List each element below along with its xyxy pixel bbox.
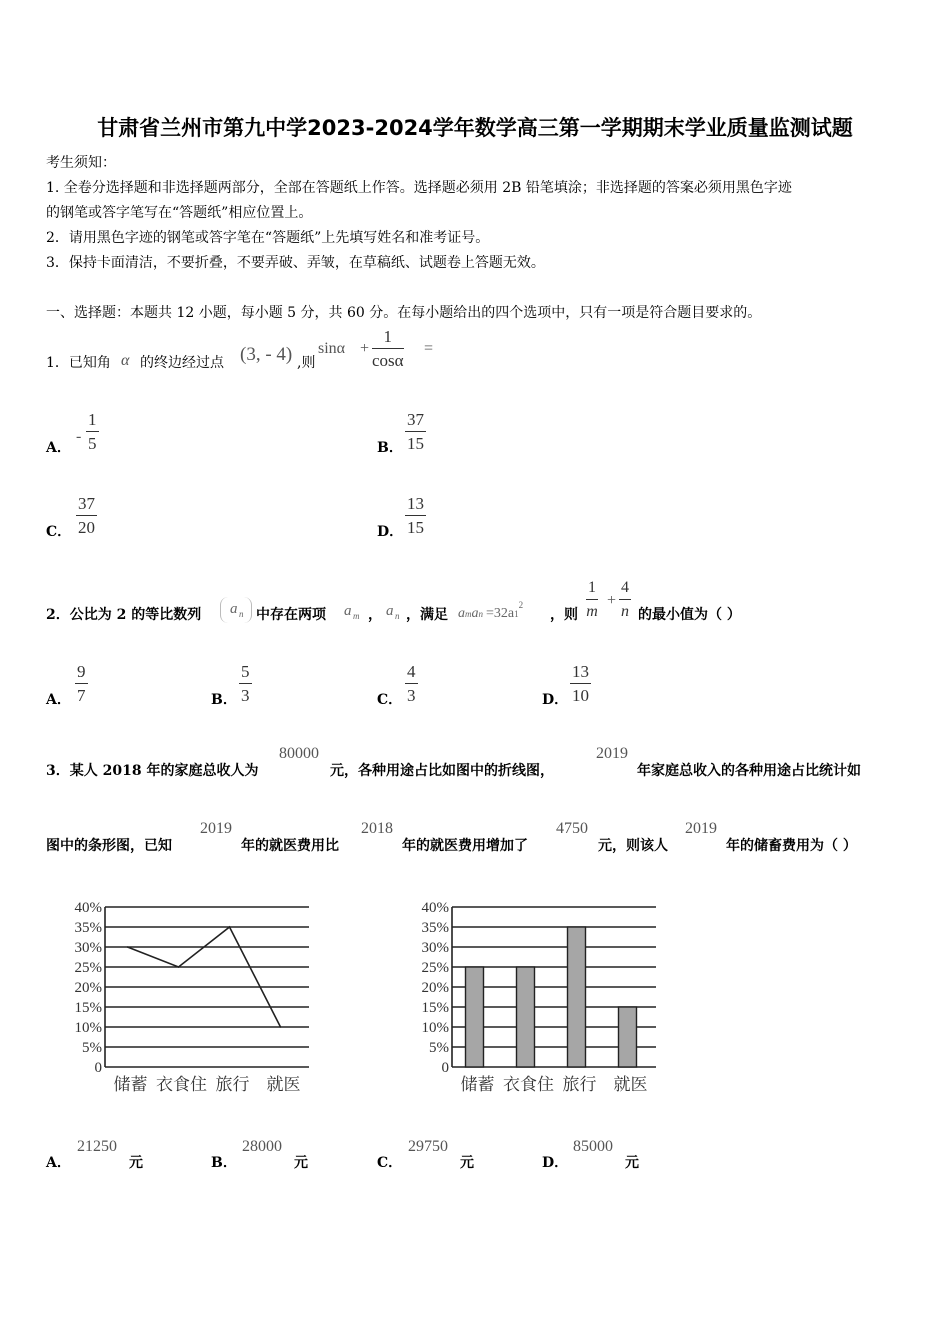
bar-chart-ytick-label: 30% <box>421 940 449 956</box>
q3-value-2018: 2018 <box>361 820 393 837</box>
line-chart-ytick-label: 40% <box>74 900 102 916</box>
bar-chart-ytick-label: 40% <box>421 900 449 916</box>
bar-chart-ytick-label: 15% <box>421 1000 449 1016</box>
q3-line1-b: 元，各种用途占比如图中的折线图， <box>330 763 554 779</box>
q2-am-sub: m <box>353 611 360 621</box>
q3-option-a-label[interactable]: A． <box>46 1155 71 1171</box>
q1-option-b-value <box>405 409 426 456</box>
bar-chart-ytick-label: 20% <box>421 980 449 996</box>
q2-option-a-label[interactable]: A． <box>46 692 71 708</box>
q2-comma: ， <box>368 607 382 623</box>
q2-text-b: 中存在两项 <box>256 607 326 623</box>
q3-line2-d: 元，则该人 <box>598 838 668 854</box>
page-title: 甘肃省兰州市第九中学2023-2024学年数学高三第一学期期末学业质量监测试题 <box>97 116 853 140</box>
q2-cond-m: m <box>465 609 472 619</box>
q1-option-a-label[interactable]: A． <box>46 440 71 456</box>
q1-option-a-value <box>86 409 99 456</box>
notice-line-1b: 的钢笔或答字笔写在“答题纸”相应位置上。 <box>46 205 313 221</box>
q3-option-c-label[interactable]: C． <box>377 1155 403 1171</box>
q1-option-c-label[interactable]: C． <box>46 524 72 540</box>
line-chart-ytick-label: 35% <box>74 920 102 936</box>
q2-fraction-1 <box>586 577 598 624</box>
line-chart-point <box>127 946 129 948</box>
bar-chart-bar <box>619 1007 637 1067</box>
bar-chart-xtick-label: 旅行 <box>562 1075 597 1094</box>
q1-sin: sinα <box>318 340 346 357</box>
q2-cond-sub1: 1 <box>514 609 519 619</box>
q2-option-b-value <box>239 661 252 708</box>
line-chart-xtick-label: 就医 <box>266 1075 301 1094</box>
bar-chart-xtick-label: 衣食住 <box>503 1075 554 1094</box>
q1-equals: = <box>424 340 434 357</box>
q2-sequence-braces <box>220 597 252 623</box>
q1-option-b-num: 37 <box>405 409 426 432</box>
q2-cond-a1: a <box>458 606 465 621</box>
q3-option-b-value: 28000 <box>242 1138 282 1155</box>
q3-value-2019-a: 2019 <box>596 745 628 762</box>
bar-chart-ytick-label: 25% <box>421 960 449 976</box>
q2-f2-num: 4 <box>619 577 631 600</box>
q1-option-d-value <box>405 493 426 540</box>
q1-point: (3, - 4) <box>240 344 293 365</box>
q3-option-b-label[interactable]: B． <box>211 1155 237 1171</box>
bar-chart-ytick-label: 5% <box>429 1040 449 1056</box>
line-chart-point <box>229 926 231 928</box>
notice-line-1a: 1. 全卷分选择题和非选择题两部分，全部在答题纸上作答。选择题必须用 2B 铅笔填涂；非选择题的答案必须用黑色字迹 <box>46 180 792 196</box>
bar-chart <box>402 895 672 1100</box>
line-chart-point <box>178 966 180 968</box>
q1-option-c-den: 20 <box>78 518 95 537</box>
line-chart-ytick-label: 25% <box>74 960 102 976</box>
q3-line2-a: 图中的条形图，已知 <box>46 838 172 854</box>
q1-text-c: ,则 <box>297 355 316 371</box>
q3-line2-b: 年的就医费用比 <box>241 838 339 854</box>
q2-f2-den: n <box>621 603 629 620</box>
bar-chart-bar <box>568 927 586 1067</box>
q1-option-a-den: 5 <box>88 434 97 453</box>
bar-chart-xtick-label: 就医 <box>613 1075 648 1094</box>
bar-chart-bar <box>466 967 484 1067</box>
q2-option-c-value <box>405 661 418 708</box>
line-chart-point <box>280 1026 282 1028</box>
q2-cond-rhs: =32a <box>486 606 515 621</box>
q3-option-d-value: 85000 <box>573 1138 613 1155</box>
q1-option-d-den: 15 <box>407 518 424 537</box>
line-chart-ytick-label: 15% <box>74 1000 102 1016</box>
q1-option-b-label[interactable]: B． <box>377 440 403 456</box>
line-chart-xtick-label: 衣食住 <box>156 1075 207 1094</box>
q1-option-c-value <box>76 493 97 540</box>
bar-chart-ytick-label: 35% <box>421 920 449 936</box>
q3-value-2019-c: 2019 <box>685 820 717 837</box>
q1-option-b-den: 15 <box>407 434 424 453</box>
notice-line-3: 3．保持卡面清洁，不要折叠，不要弄破、弄皱，在草稿纸、试题卷上答题无效。 <box>46 255 545 271</box>
q1-fraction <box>372 326 404 373</box>
q3-value-4750: 4750 <box>556 820 588 837</box>
q2-condition <box>458 602 523 622</box>
q2-option-d-den: 10 <box>572 686 589 705</box>
q2-option-a-num: 9 <box>75 661 88 684</box>
q2-cond-a2: a <box>471 606 479 621</box>
bar-chart-ytick-label: 0 <box>441 1060 449 1076</box>
q2-plus: + <box>607 592 617 609</box>
q1-option-a-num: 1 <box>86 409 99 432</box>
line-chart-ytick-label: 30% <box>74 940 102 956</box>
q2-cond-sup2: 2 <box>518 600 524 610</box>
bar-chart-ytick-label: 10% <box>421 1020 449 1036</box>
bar-chart-bar <box>517 967 535 1067</box>
line-chart-ytick-label: 20% <box>74 980 102 996</box>
q3-option-d-label[interactable]: D． <box>542 1155 569 1171</box>
q2-option-d-num: 13 <box>570 661 591 684</box>
q2-option-b-num: 5 <box>239 661 252 684</box>
q2-f1-num: 1 <box>586 577 598 600</box>
q2-fraction-2 <box>619 577 631 624</box>
q2-option-c-num: 4 <box>405 661 418 684</box>
q3-value-80000: 80000 <box>279 745 319 762</box>
q1-text-a: 1．已知角 <box>46 355 111 371</box>
q2-option-b-label[interactable]: B． <box>211 692 237 708</box>
q2-an-sub: n <box>395 611 400 621</box>
q3-option-d-unit: 元 <box>625 1155 639 1171</box>
q3-line1-a: 3．某人 2018 年的家庭总收人为 <box>46 763 259 779</box>
q2-f1-den: m <box>586 603 598 620</box>
line-chart-ytick-label: 0 <box>94 1060 102 1076</box>
q1-frac-num: 1 <box>372 326 404 349</box>
q1-frac-den: cosα <box>372 351 404 370</box>
q2-text-a: 2．公比为 2 的等比数列 <box>46 607 202 623</box>
q1-plus: + <box>360 340 370 357</box>
q3-option-b-unit: 元 <box>294 1155 308 1171</box>
q1-text-b: 的终边经过点 <box>140 355 224 371</box>
q2-option-b-den: 3 <box>241 686 250 705</box>
q2-seq-sub: n <box>239 609 244 619</box>
line-chart-ytick-label: 5% <box>82 1040 102 1056</box>
q3-line2-c: 年的就医费用增加了 <box>402 838 528 854</box>
q2-option-c-label[interactable]: C． <box>377 692 403 708</box>
line-chart-xtick-label: 储蓄 <box>113 1075 148 1094</box>
q1-option-d-label[interactable]: D． <box>377 524 404 540</box>
line-chart-series-line <box>128 927 281 1027</box>
q2-text-e: 的最小值为（ ） <box>638 607 741 623</box>
q1-alpha: α <box>121 352 130 369</box>
q2-am: a <box>344 603 352 619</box>
notice-line-2: 2．请用黑色字迹的钢笔或答字笔在“答题纸”上先填写姓名和准考证号。 <box>46 230 490 246</box>
q2-seq-a: a <box>230 601 238 617</box>
line-chart <box>55 895 325 1100</box>
q2-option-c-den: 3 <box>407 686 416 705</box>
q3-line1-c: 年家庭总收入的各种用途占比统计如 <box>637 763 861 779</box>
q2-cond-n: n <box>478 609 483 619</box>
section-header: 一、选择题：本题共 12 小题，每小题 5 分，共 60 分。在每小题给出的四个选项中，只有一项是符合题目要求的。 <box>46 305 762 321</box>
line-chart-ytick-label: 10% <box>74 1020 102 1036</box>
q2-option-d-label[interactable]: D． <box>542 692 569 708</box>
q2-option-a-den: 7 <box>77 686 86 705</box>
notice-header: 考生须知： <box>46 155 116 171</box>
q3-option-a-value: 21250 <box>77 1138 117 1155</box>
q3-option-c-value: 29750 <box>408 1138 448 1155</box>
bar-chart-xtick-label: 储蓄 <box>460 1075 495 1094</box>
q3-option-c-unit: 元 <box>460 1155 474 1171</box>
q2-option-a-value <box>75 661 88 708</box>
q1-option-d-num: 13 <box>405 493 426 516</box>
q3-option-a-unit: 元 <box>129 1155 143 1171</box>
q2-option-d-value <box>570 661 591 708</box>
line-chart-xtick-label: 旅行 <box>215 1075 250 1094</box>
q1-option-a-sign: - <box>76 428 82 445</box>
q2-an: a <box>386 603 394 619</box>
q1-option-c-num: 37 <box>76 493 97 516</box>
q3-line2-e: 年的储畜费用为（ ） <box>726 838 857 854</box>
q3-value-2019-b: 2019 <box>200 820 232 837</box>
q2-text-d: ，则 <box>550 607 578 623</box>
q2-text-c: ，满足 <box>406 607 448 623</box>
